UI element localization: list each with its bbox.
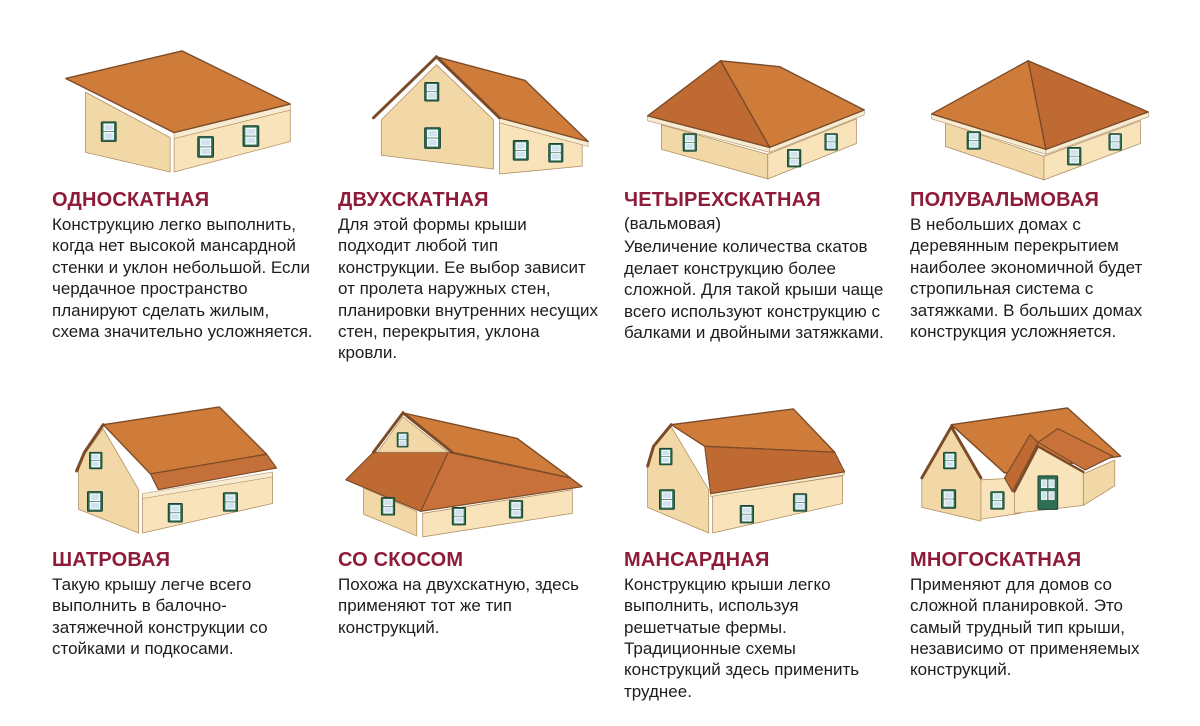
mansard-roof-house-icon	[624, 394, 880, 544]
roof-card-chetyrekhskatnaya	[624, 34, 888, 380]
hip-roof-house-icon	[624, 34, 880, 184]
roof-card-so-skosom	[338, 394, 602, 718]
roof-card-title: МНОГОСКАТНАЯ	[910, 548, 1082, 571]
roof-card-description: Для этой формы крыши подходит любой тип конструкции. Ее выбор зависит от пролета наружных стен, планировки внутренних несущих стен, перекрытия, уклона кровли.	[338, 215, 598, 363]
roof-card-description: Такую крышу легче всего выполнить в балочно-затяжечной конструкции со стойками и подкосами.	[52, 574, 268, 658]
roof-card-poluvalmovaya	[910, 34, 1174, 380]
house-figure	[910, 394, 1174, 544]
roof-card-title: СО СКОСОМ	[338, 548, 464, 571]
roof-card-shatrovaya	[52, 394, 316, 718]
roof-card-description: В небольших домах с деревянным перекрытием наиболее экономичной будет стропильная система с затяжками. В больших домах конструкция усложняется.	[910, 215, 1143, 342]
multi-pitch-roof-house-icon	[910, 394, 1166, 544]
roof-card-description: Конструкцию крыши легко выполнить, используя решетчатые фермы. Традиционные схемы конструкций здесь применить труднее.	[624, 574, 860, 701]
house-figure	[910, 34, 1174, 184]
roof-card-odnoskatnaya	[52, 34, 316, 380]
roof-card-subtitle: (вальмовая)	[624, 214, 722, 233]
house-figure	[624, 34, 888, 184]
house-figure	[52, 394, 316, 544]
roof-card-description: Конструкцию легко выполнить, когда нет высокой мансардной стенки и уклон небольшой. Если чердачное пространство планируют сделать жилым, схема значительно усложняется.	[52, 215, 313, 342]
roof-card-dvukhskatnaya	[338, 34, 602, 380]
roof-card-title: ШАТРОВАЯ	[52, 548, 171, 571]
roof-card-mnogoskatnaya	[910, 394, 1174, 718]
roof-card-description: Применяют для домов со сложной планировкой. Это самый трудный тип крыши, независимо от применяемых конструкций.	[910, 574, 1140, 680]
tent-roof-house-icon	[52, 394, 308, 544]
roof-card-title: ЧЕТЫРЕХСКАТНАЯ	[624, 189, 821, 211]
house-figure	[338, 34, 602, 184]
single-pitch-roof-house-icon	[52, 34, 308, 184]
roof-card-title: ОДНОСКАТНАЯ	[52, 189, 210, 211]
roof-card-mansardnaya	[624, 394, 888, 718]
gable-roof-house-icon	[338, 34, 594, 184]
roof-card-description: Похожа на двухскатную, здесь применяют тот же тип конструкций.	[338, 574, 579, 637]
house-figure	[52, 34, 316, 184]
roof-card-title: ДВУХСКАТНАЯ	[338, 189, 489, 211]
roof-card-description: Увеличение количества скатов делает конструкцию более сложной. Для такой крыши чаще всего используют конструкцию с балками и двойными затяжками.	[624, 237, 884, 343]
half-hip-roof-house-icon	[910, 34, 1166, 184]
roof-card-title: ПОЛУВАЛЬМОВАЯ	[910, 189, 1100, 211]
sloped-roof-house-icon	[338, 394, 594, 544]
house-figure	[338, 394, 602, 544]
roof-card-title: МАНСАРДНАЯ	[624, 548, 770, 571]
house-figure	[624, 394, 888, 544]
